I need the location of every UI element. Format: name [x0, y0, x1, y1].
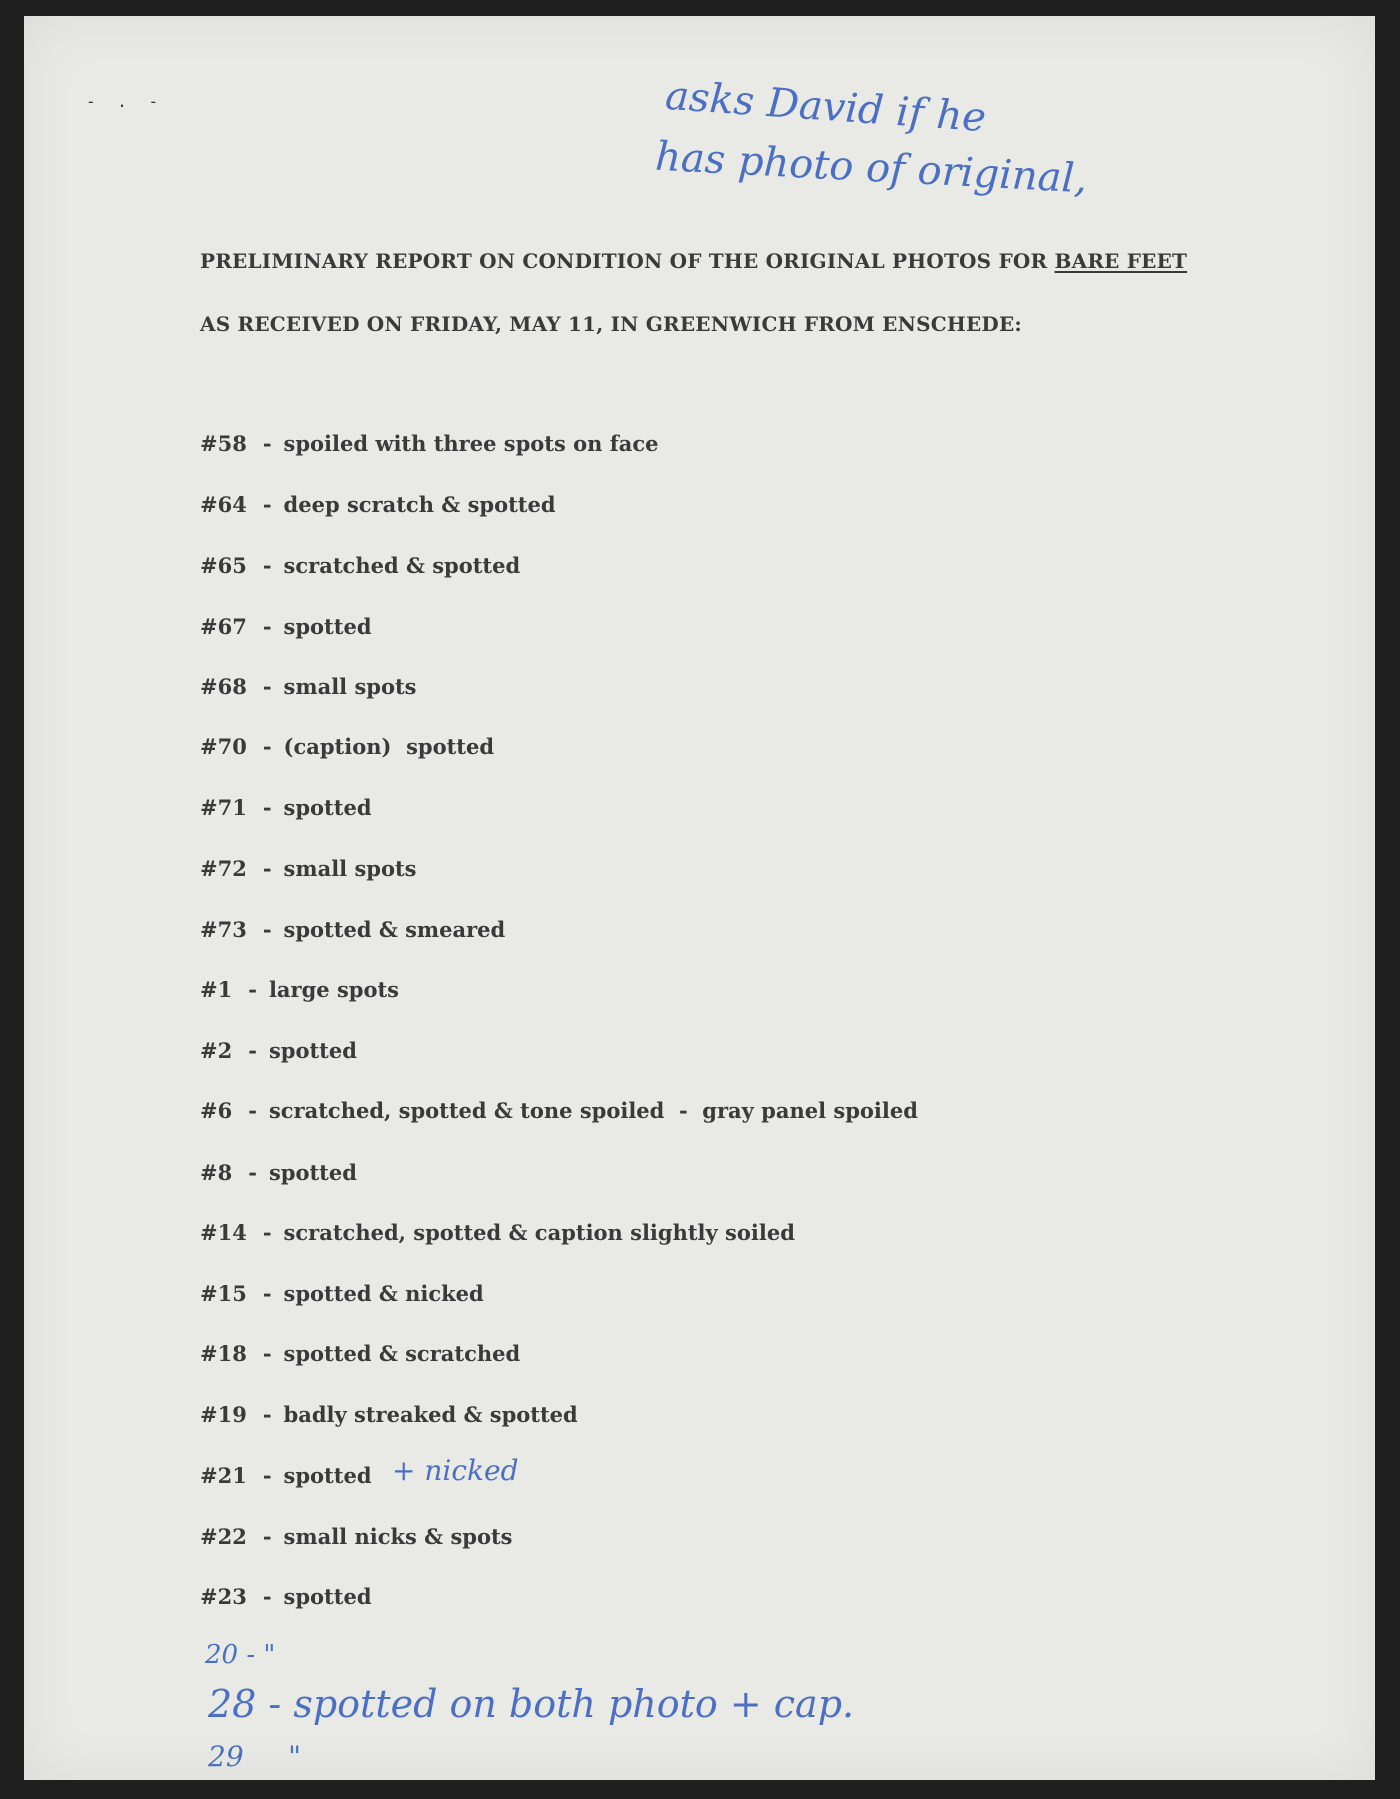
list-item: #23 - spotted: [200, 1584, 372, 1609]
list-item: #2 - spotted: [200, 1038, 357, 1063]
document-page: [24, 16, 1375, 1780]
report-title-line1: [200, 249, 1187, 273]
list-item: #6 - scratched, spotted & tone spoiled - gray panel spoiled: [200, 1098, 918, 1123]
list-item: #21 - spotted: [200, 1463, 372, 1488]
list-item: #64 - deep scratch & spotted: [200, 492, 556, 517]
list-item: #1 - large spots: [200, 977, 399, 1002]
list-item: #18 - spotted & scratched: [200, 1341, 521, 1366]
list-item: #22 - small nicks & spots: [200, 1524, 513, 1549]
list-item: #8 - spotted: [200, 1160, 357, 1185]
list-item: #73 - spotted & smeared: [200, 917, 506, 942]
handwritten-note-28: 28 - spotted on both photo + cap.: [208, 1682, 855, 1726]
list-item: #71 - spotted: [200, 795, 372, 820]
stray-marks: - . -: [86, 92, 165, 111]
list-item: #70 - (caption) spotted: [200, 734, 495, 759]
list-item: #68 - small spots: [200, 674, 417, 699]
handwritten-note-29: 29 ": [208, 1740, 302, 1773]
handwritten-note-line2: has photo of original,: [654, 133, 1089, 203]
handwritten-note-nicked: + nicked: [392, 1454, 519, 1487]
list-item: #14 - scratched, spotted & caption slightly soiled: [200, 1220, 795, 1245]
list-item: #65 - scratched & spotted: [200, 553, 521, 578]
list-item: #72 - small spots: [200, 856, 417, 881]
list-item: #15 - spotted & nicked: [200, 1281, 484, 1306]
report-title-underlined: BARE FEET: [1054, 249, 1188, 273]
report-title-line2: AS RECEIVED ON FRIDAY, MAY 11, IN GREENWICH FROM ENSCHEDE:: [200, 312, 1022, 336]
list-item: #67 - spotted: [200, 614, 372, 639]
handwritten-note-line1: asks David if he: [663, 72, 988, 142]
report-title-text: PRELIMINARY REPORT ON CONDITION OF THE ORIGINAL PHOTOS FOR: [200, 249, 1055, 273]
list-item: #58 - spoiled with three spots on face: [200, 431, 659, 456]
list-item: #19 - badly streaked & spotted: [200, 1402, 578, 1427]
handwritten-note-20: 20 - ": [205, 1640, 276, 1670]
